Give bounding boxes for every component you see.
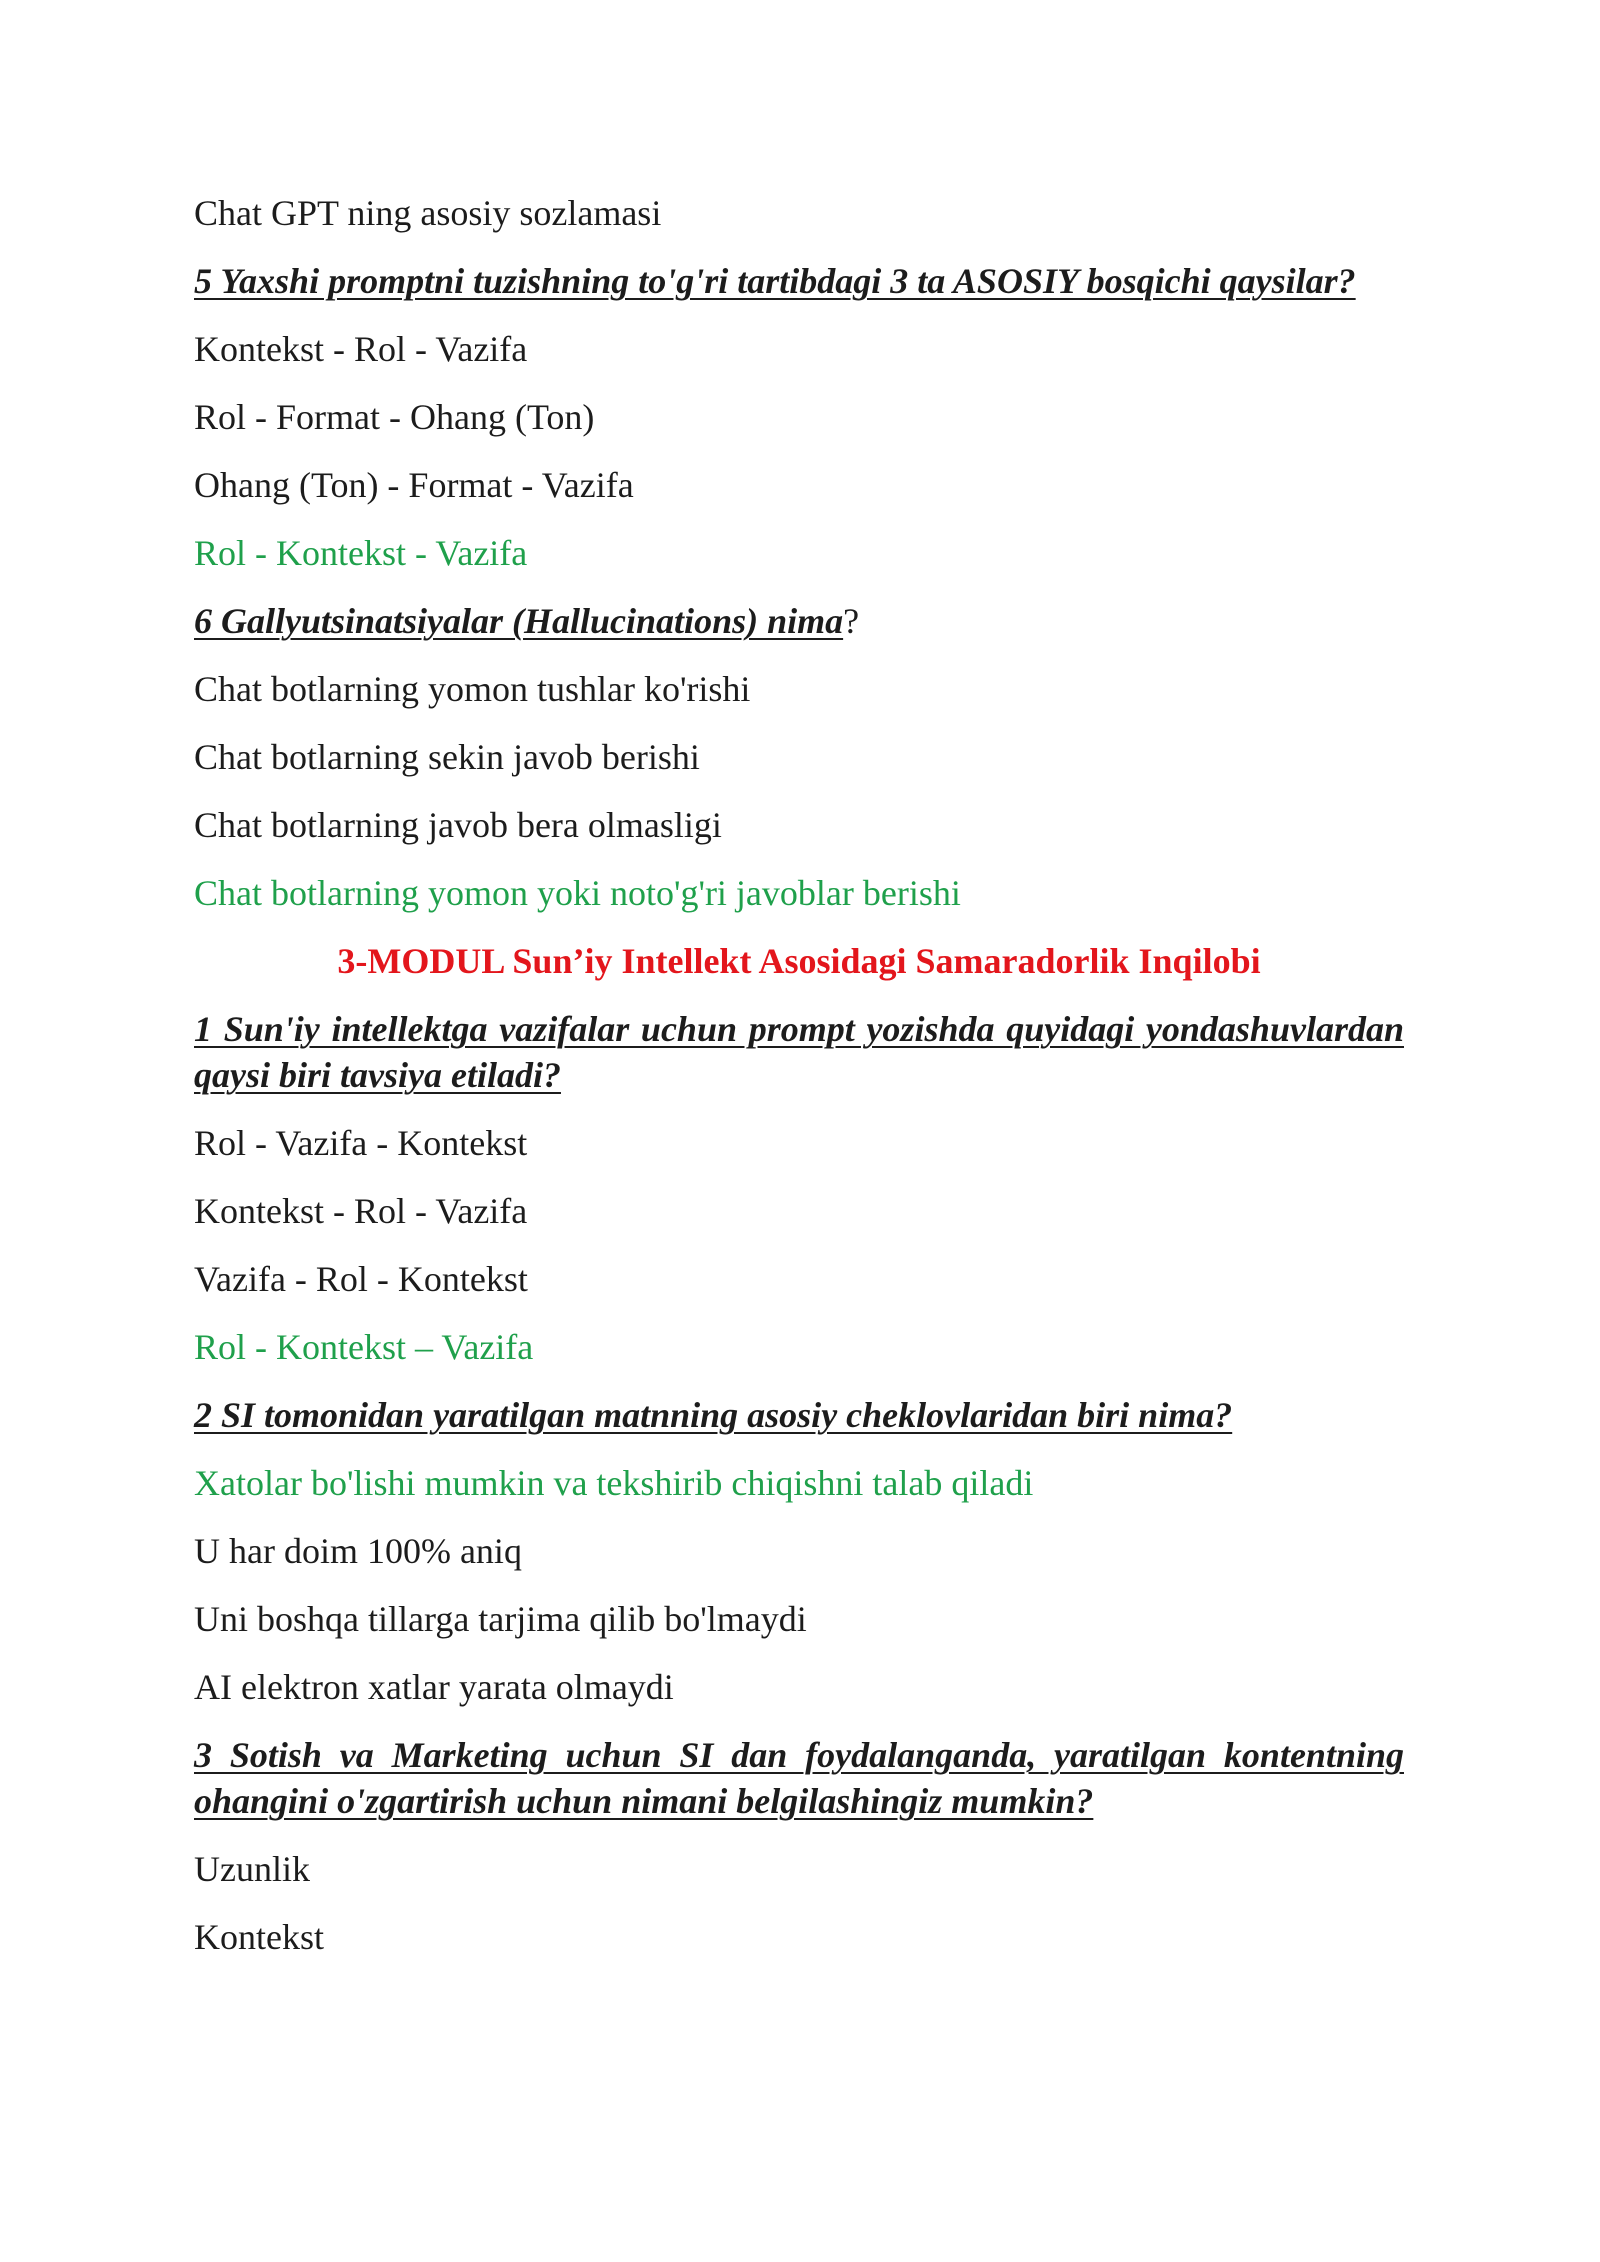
document-body — [194, 190, 1404, 1982]
question-5: 5 Yaxshi promptni tuzishning to'g'ri tartibdagi 3 ta ASOSIY bosqichi qaysilar? — [194, 261, 1356, 301]
answer-option: Chat botlarning javob bera olmasligi — [194, 805, 722, 845]
module3-question-3: 3 Sotish va Marketing uchun SI dan foydalanganda, yaratilgan kontentning ohangini o'zgartirish uchun nimani belgilashingiz mumkin? — [194, 1735, 1404, 1821]
answer-option: Uzunlik — [194, 1849, 310, 1889]
answer-option: Rol - Vazifa - Kontekst — [194, 1123, 528, 1163]
question-6 — [194, 598, 1404, 644]
answer-option: Kontekst — [194, 1917, 324, 1957]
answer-option: Ohang (Ton) - Format - Vazifa — [194, 465, 634, 505]
answer-option: Kontekst - Rol - Vazifa — [194, 329, 528, 369]
answer-option: Vazifa - Rol - Kontekst — [194, 1259, 528, 1299]
answer-option: U har doim 100% aniq — [194, 1531, 522, 1571]
question-6-text: 6 Gallyutsinatsiyalar (Hallucinations) nima — [194, 601, 844, 641]
question-6-mark: ? — [843, 601, 860, 641]
module3-question-2: 2 SI tomonidan yaratilgan matnning asosiy cheklovlaridan biri nima? — [194, 1395, 1233, 1435]
answer-option: Kontekst - Rol - Vazifa — [194, 1191, 528, 1231]
answer-option: Uni boshqa tillarga tarjima qilib bo'lmaydi — [194, 1599, 807, 1639]
correct-answer-option: Xatolar bo'lishi mumkin va tekshirib chiqishni talab qiladi — [194, 1463, 1034, 1503]
correct-answer-option: Rol - Kontekst – Vazifa — [194, 1327, 534, 1367]
answer-option: AI elektron xatlar yarata olmaydi — [194, 1667, 674, 1707]
module-heading: 3-MODUL Sun’iy Intellekt Asosidagi Samaradorlik Inqilobi — [337, 941, 1261, 981]
correct-answer-option: Rol - Kontekst - Vazifa — [194, 533, 528, 573]
answer-option: Chat botlarning yomon tushlar ko'rishi — [194, 669, 751, 709]
answer-option: Rol - Format - Ohang (Ton) — [194, 397, 595, 437]
module3-question-1: 1 Sun'iy intellektga vazifalar uchun prompt yozishda quyidagi yondashuvlardan qaysi biri tavsiya etiladi? — [194, 1009, 1404, 1095]
correct-answer-option: Chat botlarning yomon yoki noto'g'ri javoblar berishi — [194, 873, 961, 913]
answer-option: Chat GPT ning asosiy sozlamasi — [194, 193, 662, 233]
answer-option: Chat botlarning sekin javob berishi — [194, 737, 700, 777]
